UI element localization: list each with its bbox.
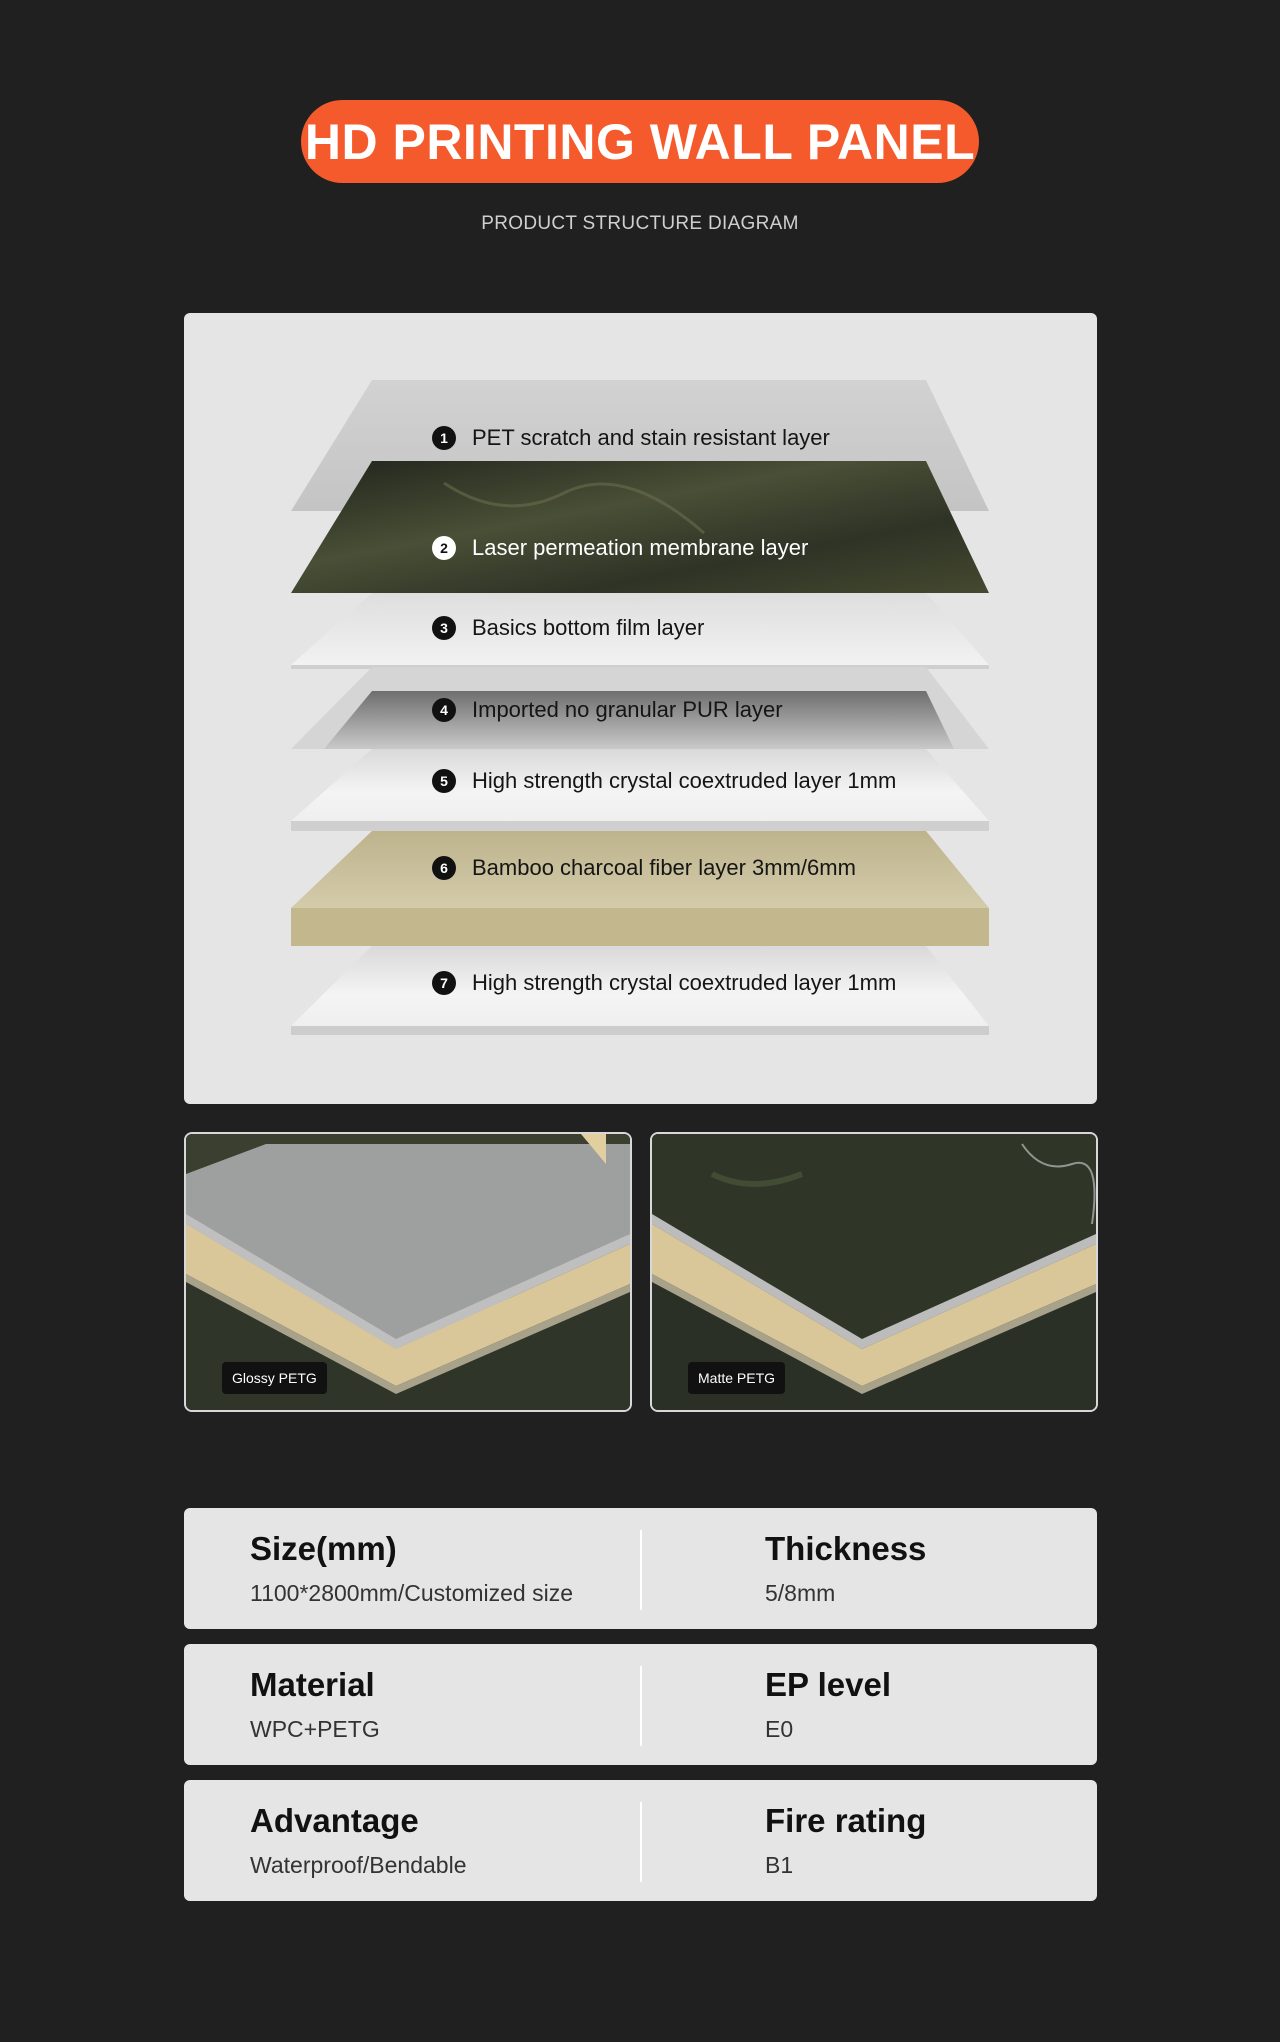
layer-5-text: High strength crystal coextruded layer 1mm [472, 768, 897, 793]
layer-5-label [432, 768, 896, 794]
spec-row-material [184, 1644, 1097, 1765]
matte-petg-photo [650, 1132, 1098, 1412]
layer-6-number: 6 [432, 856, 456, 880]
layer-6-text: Bamboo charcoal fiber layer 3mm/6mm [472, 855, 856, 880]
layer-2-text: Laser permeation membrane layer [472, 535, 809, 560]
layer-4-number: 4 [432, 698, 456, 722]
fire-rating-label: Fire rating [765, 1802, 927, 1839]
layer-2-shape [291, 461, 989, 593]
layer-2-label [432, 535, 808, 561]
spec-divider [640, 1666, 642, 1746]
layer-1-label [432, 425, 830, 451]
fire-rating-value: B1 [765, 1852, 794, 1878]
structure-diagram [184, 313, 1097, 1104]
size-value: 1100*2800mm/Customized size [250, 1580, 574, 1606]
material-label: Material [250, 1666, 375, 1703]
advantage-value: Waterproof/Bendable [250, 1852, 467, 1878]
page-title: HD PRINTING WALL PANEL [304, 113, 976, 170]
spec-divider [640, 1802, 642, 1882]
ep-level-label: EP level [765, 1666, 891, 1703]
layer-3-text: Basics bottom film layer [472, 615, 705, 640]
matte-tag: Matte PETG [688, 1362, 785, 1394]
layer-6-label [432, 855, 856, 881]
spec-divider [640, 1530, 642, 1610]
advantage-label: Advantage [250, 1802, 419, 1839]
title-badge [301, 100, 979, 183]
glossy-tag: Glossy PETG [222, 1362, 327, 1394]
material-value: WPC+PETG [250, 1716, 380, 1742]
layer-4-text: Imported no granular PUR layer [472, 697, 783, 722]
spec-row-size [184, 1508, 1097, 1629]
thickness-value: 5/8mm [765, 1580, 836, 1606]
size-label: Size(mm) [250, 1530, 397, 1567]
page-subtitle: PRODUCT STRUCTURE DIAGRAM [481, 213, 799, 234]
ep-level-value: E0 [765, 1716, 794, 1742]
layer-7-text: High strength crystal coextruded layer 1mm [472, 970, 897, 995]
layer-1-number: 1 [432, 426, 456, 450]
layer-5-number: 5 [432, 769, 456, 793]
layer-3-number: 3 [432, 616, 456, 640]
layer-7-label [432, 970, 896, 996]
glossy-petg-photo [184, 1132, 632, 1412]
spec-row-advantage [184, 1780, 1097, 1901]
layer-3-label [432, 615, 704, 641]
layer-7-number: 7 [432, 971, 456, 995]
layer-1-text: PET scratch and stain resistant layer [472, 425, 830, 450]
layer-4-label [432, 697, 783, 723]
layer-2-number: 2 [432, 536, 456, 560]
thickness-label: Thickness [765, 1530, 927, 1567]
